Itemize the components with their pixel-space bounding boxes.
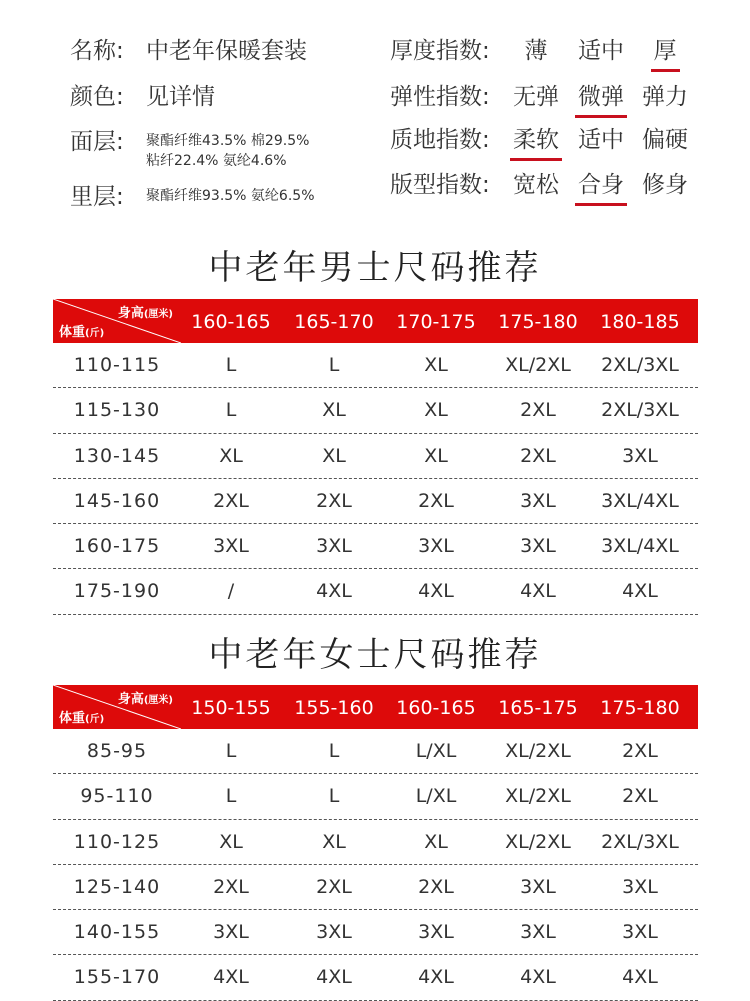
size-cell: 4XL — [622, 580, 658, 603]
size-cell: XL — [424, 354, 448, 376]
size-cell: L — [328, 354, 340, 376]
name-label: 名称: — [70, 38, 124, 64]
weight-cell: 145-160 — [73, 489, 161, 512]
size-cell: XL/2XL — [505, 354, 571, 376]
size-cell: L/XL — [415, 785, 457, 808]
size-cell: 3XL/4XL — [601, 535, 679, 558]
table-row — [53, 774, 698, 819]
height-column-header: 175-180 — [600, 697, 680, 719]
women-size-table — [53, 685, 698, 1001]
height-unit: (厘米) — [143, 309, 173, 320]
size-cell: L — [225, 354, 237, 376]
height-column-header: 165-170 — [294, 311, 374, 333]
table-row — [53, 569, 698, 614]
table-row — [53, 388, 698, 433]
height-column-header: 150-155 — [191, 697, 271, 719]
size-cell: 4XL — [520, 966, 556, 989]
size-cell: XL/2XL — [505, 740, 571, 762]
size-cell: 3XL — [316, 535, 352, 558]
size-cell: L — [328, 785, 340, 808]
weight-unit: (斤) — [85, 714, 105, 725]
size-cell: XL — [322, 444, 346, 467]
size-cell: L — [225, 785, 237, 808]
size-cell: 3XL — [520, 875, 556, 898]
height-label: 身高 — [117, 692, 144, 707]
index-option-selected: 微弹 — [561, 78, 641, 111]
size-cell: 4XL — [520, 580, 556, 603]
weight-cell: 125-140 — [73, 875, 161, 898]
index-option-selected: 柔软 — [496, 121, 576, 154]
size-cell: 2XL — [213, 875, 249, 898]
weight-cell: 110-115 — [73, 354, 161, 376]
weight-cell: 130-145 — [73, 444, 161, 467]
index-label: 弹性指数: — [390, 84, 490, 110]
size-cell: 4XL — [316, 580, 352, 603]
size-cell: XL — [424, 830, 448, 853]
size-cell: 3XL — [213, 535, 249, 558]
height-header — [118, 688, 173, 707]
height-column-header: 180-185 — [600, 311, 680, 333]
size-cell: XL/2XL — [505, 785, 571, 808]
index-option: 无弹 — [513, 84, 559, 110]
size-cell: 3XL — [520, 535, 556, 558]
men-table-title: 中老年男士尺码推荐 — [208, 248, 542, 288]
weight-cell: 155-170 — [73, 966, 161, 989]
index-option: 修身 — [642, 172, 688, 198]
table-row — [53, 343, 698, 388]
weight-header — [59, 707, 104, 726]
size-cell: XL — [322, 399, 346, 422]
size-cell: / — [227, 580, 235, 603]
table-row — [53, 434, 698, 479]
height-label: 身高 — [117, 306, 144, 321]
outer-layer-line1: 聚酯纤维43.5% 棉29.5% — [146, 133, 310, 149]
size-cell: XL — [424, 399, 448, 422]
size-cell: 2XL — [316, 875, 352, 898]
height-header — [118, 302, 173, 321]
size-cell: 2XL — [520, 399, 556, 422]
table-row — [53, 955, 698, 1000]
index-option: 弹力 — [642, 84, 688, 110]
outer-layer-label: 面层: — [70, 129, 124, 155]
table-row — [53, 820, 698, 865]
name-value: 中老年保暖套装 — [146, 38, 307, 64]
size-cell: XL — [219, 830, 243, 853]
size-cell: 4XL — [418, 580, 454, 603]
header-corner — [53, 685, 181, 729]
size-cell: XL — [322, 830, 346, 853]
size-cell: 2XL — [622, 740, 658, 762]
table-row — [53, 524, 698, 569]
table-header — [53, 685, 698, 729]
selected-underline — [510, 158, 562, 161]
size-cell: 2XL — [418, 489, 454, 512]
inner-layer-label: 里层: — [70, 184, 124, 210]
men-size-table — [53, 299, 698, 615]
table-row — [53, 865, 698, 910]
size-cell: 4XL — [316, 966, 352, 989]
color-value: 见详情 — [146, 84, 215, 110]
color-label: 颜色: — [70, 84, 124, 110]
size-cell: 3XL — [520, 921, 556, 944]
header-corner — [53, 299, 181, 343]
index-label: 厚度指数: — [390, 38, 490, 64]
weight-label: 体重 — [59, 325, 86, 340]
size-cell: L — [225, 399, 237, 422]
size-cell: 3XL/4XL — [601, 489, 679, 512]
height-unit: (厘米) — [143, 695, 173, 706]
height-column-header: 160-165 — [396, 697, 476, 719]
size-cell: 3XL — [520, 489, 556, 512]
table-row — [53, 479, 698, 524]
weight-cell: 160-175 — [73, 535, 161, 558]
index-option: 薄 — [524, 38, 548, 64]
size-cell: 2XL/3XL — [601, 399, 679, 422]
size-cell: 3XL — [622, 444, 658, 467]
size-cell: L — [328, 740, 340, 762]
weight-cell: 140-155 — [73, 921, 161, 944]
product-info — [0, 0, 750, 220]
size-cell: XL — [424, 444, 448, 467]
size-cell: L — [225, 740, 237, 762]
selected-underline — [575, 203, 627, 206]
size-cell: 2XL/3XL — [601, 830, 679, 853]
size-cell: L/XL — [415, 740, 457, 762]
table-header — [53, 299, 698, 343]
height-column-header: 165-175 — [498, 697, 578, 719]
height-column-header: 155-160 — [294, 697, 374, 719]
size-cell: 4XL — [213, 966, 249, 989]
weight-cell: 110-125 — [73, 830, 161, 853]
size-cell: 3XL — [418, 921, 454, 944]
size-cell: XL — [219, 444, 243, 467]
size-cell: 3XL — [418, 535, 454, 558]
size-cell: 4XL — [418, 966, 454, 989]
table-row — [53, 910, 698, 955]
size-cell: 2XL — [520, 444, 556, 467]
weight-label: 体重 — [59, 711, 86, 726]
height-column-header: 175-180 — [498, 311, 578, 333]
size-cell: 2XL — [418, 875, 454, 898]
size-cell: 2XL/3XL — [601, 354, 679, 376]
index-option-selected: 厚 — [625, 32, 705, 65]
weight-cell: 85-95 — [86, 740, 148, 762]
size-cell: 3XL — [213, 921, 249, 944]
index-option-selected: 合身 — [561, 166, 641, 199]
size-cell: XL/2XL — [505, 830, 571, 853]
selected-underline — [651, 69, 680, 72]
outer-layer-line2: 粘纤22.4% 氨纶4.6% — [146, 153, 287, 169]
height-column-header: 160-165 — [191, 311, 271, 333]
inner-layer-value: 聚酯纤维93.5% 氨纶6.5% — [146, 188, 315, 204]
height-column-header: 170-175 — [396, 311, 476, 333]
weight-header — [59, 321, 104, 340]
size-cell: 4XL — [622, 966, 658, 989]
index-option: 适中 — [578, 38, 624, 64]
weight-cell: 175-190 — [73, 580, 161, 603]
size-cell: 3XL — [622, 875, 658, 898]
size-cell: 3XL — [622, 921, 658, 944]
index-option: 偏硬 — [642, 127, 688, 153]
index-option: 宽松 — [513, 172, 559, 198]
index-option: 适中 — [578, 127, 624, 153]
weight-unit: (斤) — [85, 328, 105, 339]
women-table-title: 中老年女士尺码推荐 — [208, 635, 542, 675]
size-cell: 2XL — [622, 785, 658, 808]
weight-cell: 95-110 — [80, 785, 154, 808]
index-label: 版型指数: — [390, 172, 490, 198]
table-row — [53, 729, 698, 774]
selected-underline — [575, 115, 627, 118]
size-cell: 2XL — [213, 489, 249, 512]
weight-cell: 115-130 — [73, 399, 161, 422]
index-label: 质地指数: — [390, 127, 490, 153]
size-cell: 2XL — [316, 489, 352, 512]
size-cell: 3XL — [316, 921, 352, 944]
